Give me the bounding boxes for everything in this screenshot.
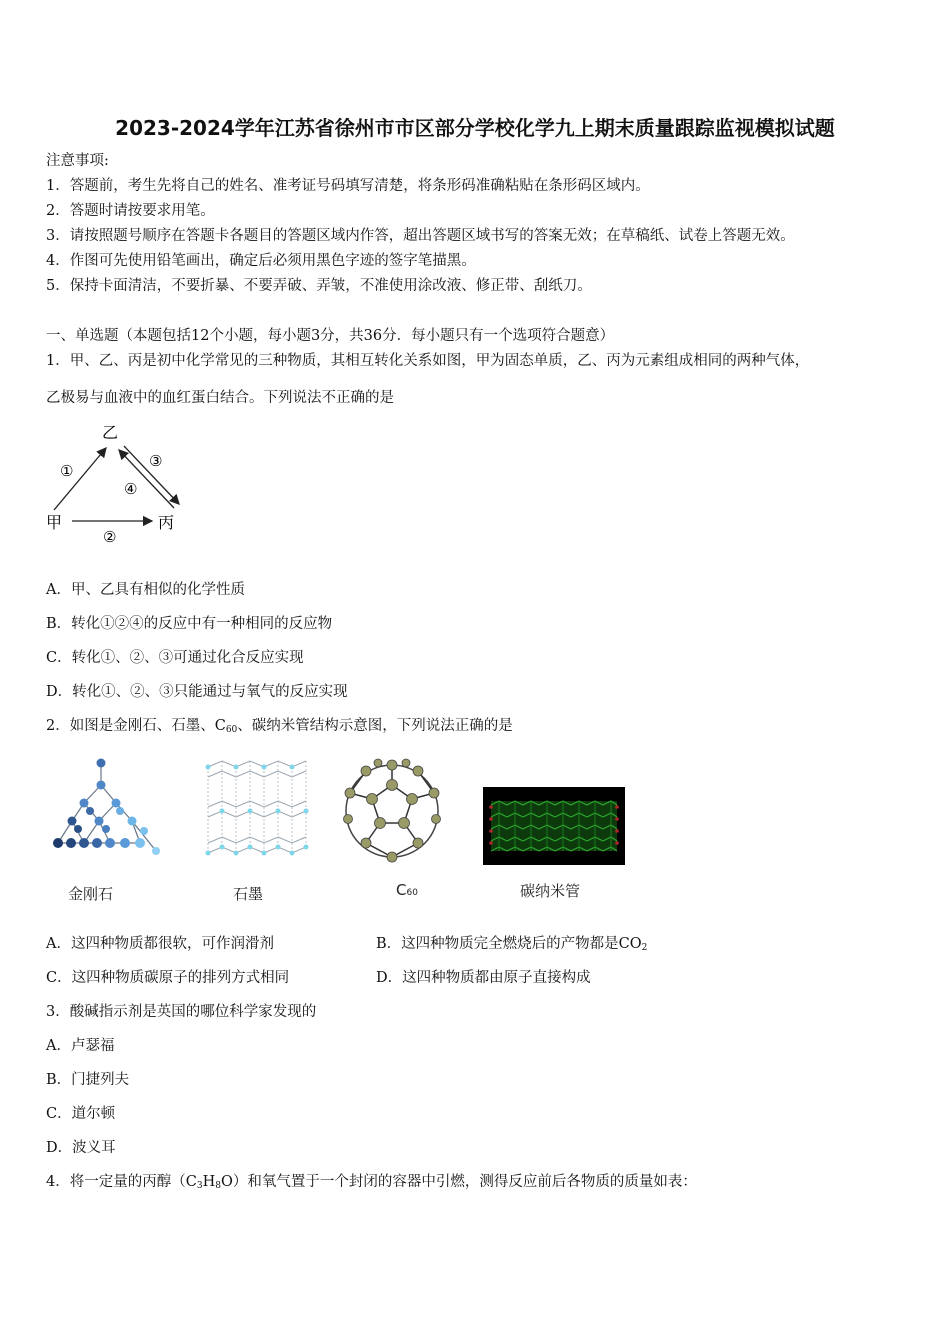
- notes-item: 1．答题前，考生先将自己的姓名、准考证号码填写清楚，将条形码准确粘贴在条形码区域内。: [46, 178, 650, 194]
- notes-heading: 注意事项:: [46, 153, 109, 169]
- q1-option-c: C．转化①、②、③可通过化合反应实现: [46, 650, 304, 666]
- q2-option-a: A．这四种物质都很软，可作润滑剂: [46, 936, 274, 952]
- reaction-1-label: ①: [60, 462, 74, 480]
- nanotube-structure-image: [483, 787, 625, 865]
- notes-item: 3．请按照题号顺序在答题卡各题目的答题区域内作答，超出答题区域书写的答案无效；在草稿纸、试卷上答题无效。: [46, 228, 795, 244]
- q1-option-d: D．转化①、②、③只能通过与氧气的反应实现: [46, 684, 348, 700]
- graphite-structure-image: [200, 755, 312, 860]
- reaction-2-label: ②: [103, 528, 117, 546]
- q2-option-b: B．这四种物质完全燃烧后的产物都是$CO_2$: [376, 936, 648, 953]
- c60-structure-image: [336, 755, 448, 867]
- q3-option-d: D．波义耳: [46, 1140, 116, 1156]
- graphite-caption: 石墨: [233, 885, 264, 903]
- q3-option-b: B．门捷列夫: [46, 1072, 130, 1088]
- q3-stem: 3．酸碱指示剂是英国的哪位科学家发现的: [46, 1004, 317, 1020]
- q2-stem: 2．如图是金刚石、石墨、$C_{60}$、碳纳米管结构示意图，下列说法正确的是: [46, 718, 513, 735]
- diamond-structure-image: [44, 755, 169, 863]
- notes-item: 2．答题时请按要求用笔。: [46, 203, 215, 219]
- c60-caption: C60: [396, 881, 418, 899]
- q1-option-a: A．甲、乙具有相似的化学性质: [46, 582, 245, 598]
- notes-item: 5．保持卡面清洁，不要折暴、不要弄破、弄皱，不准使用涂改液、修正带、刮纸刀。: [46, 278, 592, 294]
- reaction-4-label: ④: [124, 480, 138, 498]
- q2-option-d: D．这四种物质都由原子直接构成: [376, 970, 591, 986]
- q3-option-a: A．卢瑟福: [46, 1038, 115, 1054]
- q3-option-c: C．道尔顿: [46, 1106, 116, 1122]
- page-title: 2023-2024学年江苏省徐州市市区部分学校化学九上期末质量跟踪监视模拟试题: [115, 116, 835, 140]
- diamond-caption: 金刚石: [68, 885, 114, 903]
- node-jia: 甲: [46, 513, 63, 532]
- q2-option-c: C．这四种物质碳原子的排列方式相同: [46, 970, 290, 986]
- reaction-3-label: ③: [149, 452, 163, 470]
- q1-conversion-diagram: [40, 418, 190, 550]
- q1-option-b: B．转化①②④的反应中有一种相同的反应物: [46, 616, 333, 632]
- q1-stem-line1: 1．甲、乙、丙是初中化学常见的三种物质，其相互转化关系如图，甲为固态单质，乙、丙为元素组成相同的两种气体，: [46, 353, 810, 369]
- section-heading: 一、单选题（本题包括12个小题，每小题3分，共36分．每小题只有一个选项符合题意）: [46, 328, 615, 344]
- q1-stem-line2: 乙极易与血液中的血红蛋白结合。下列说法不正确的是: [46, 390, 394, 406]
- nanotube-caption: 碳纳米管: [520, 882, 581, 900]
- node-bing: 丙: [158, 513, 175, 532]
- notes-item: 4．作图可先使用铅笔画出，确定后必须用黑色字迹的签字笔描黑。: [46, 253, 476, 269]
- arrow-4: [119, 450, 174, 508]
- q4-stem: 4．将一定量的丙醇$(C_3H_8O)$和氧气置于一个封闭的容器中引燃，测得反应前后各物质的质量如表：: [46, 1174, 697, 1191]
- node-yi: 乙: [102, 423, 119, 442]
